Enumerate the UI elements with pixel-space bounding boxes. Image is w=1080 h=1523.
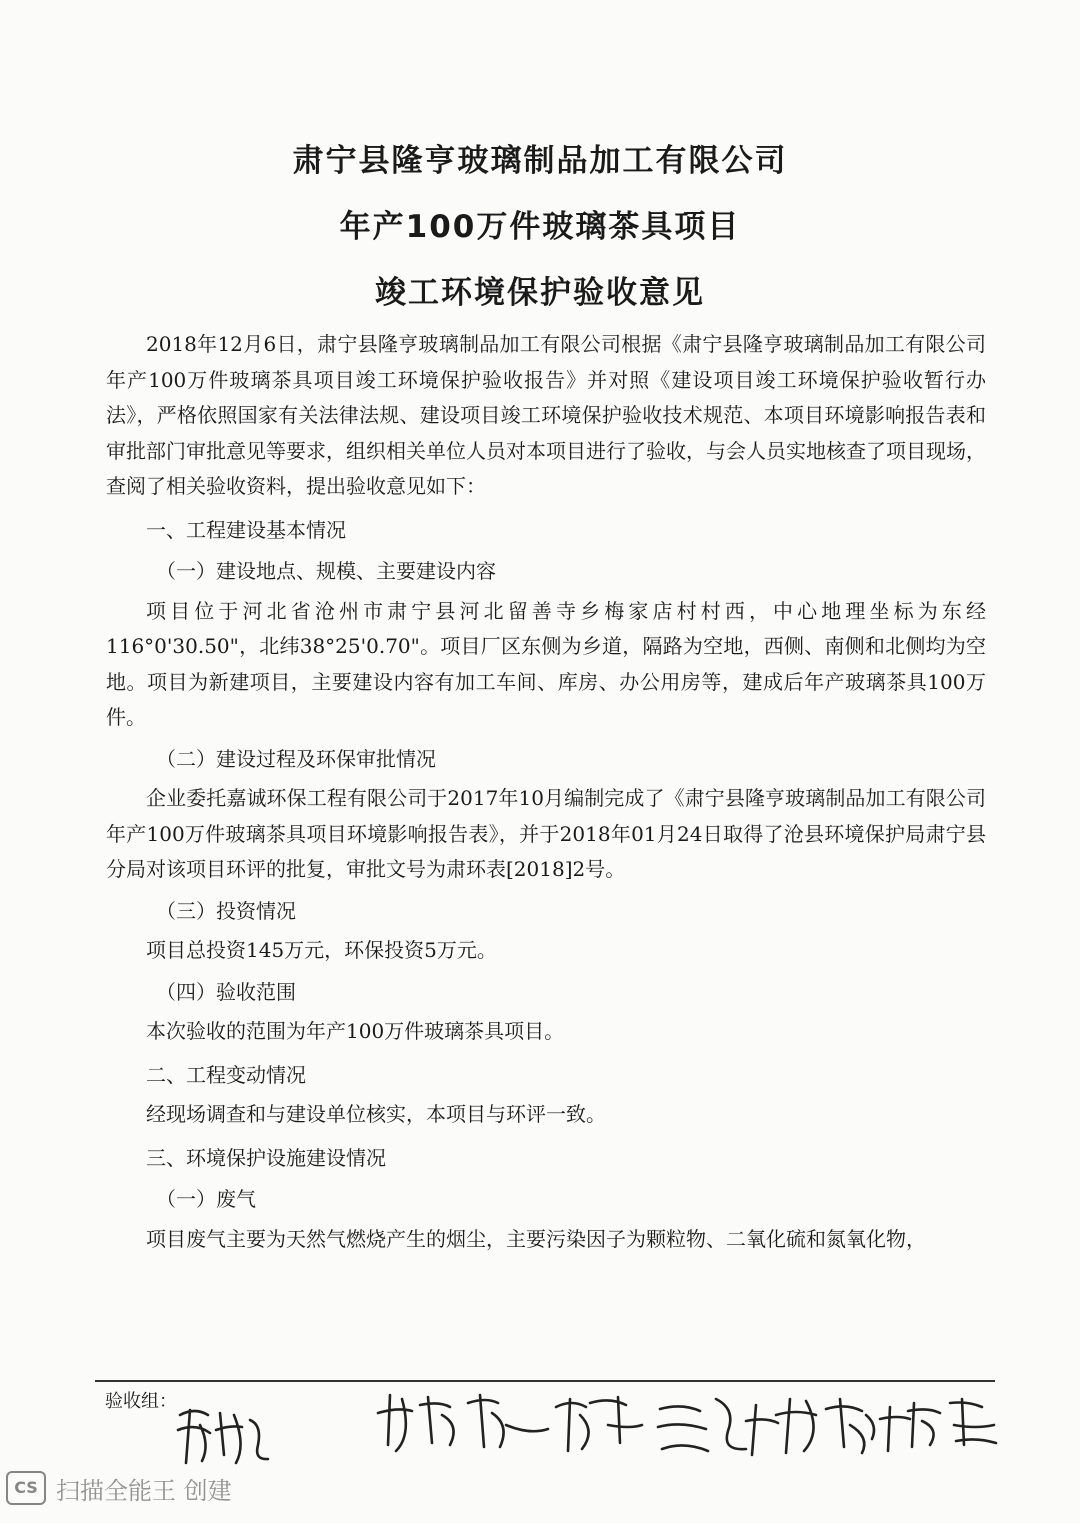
- footer-divider: [95, 1380, 995, 1382]
- scanner-watermark: [6, 1468, 232, 1508]
- section-1-1-text: 项目位于河北省沧州市肃宁县河北留善寺乡梅家店村村西，中心地理坐标为东经116°0'30.50"，北纬38°25'0.70"。项目厂区东侧为乡道，隔路为空地，西侧、南侧和北侧均为空地。项目为新建项目，主要建设内容有加工车间、库房、办公用房等，建成后年产玻璃茶具100万件。: [106, 598, 986, 729]
- section-1-4-text: 本次验收的范围为年产100万件玻璃茶具项目。: [146, 1019, 565, 1043]
- watermark-text: 扫描全能王 创建: [56, 1476, 232, 1505]
- handwritten-signatures: [150, 1385, 1020, 1475]
- intro-paragraph: 2018年12月6日，肃宁县隆亨玻璃制品加工有限公司根据《肃宁县隆亨玻璃制品加工有限公司年产100万件玻璃茶具项目竣工环境保护验收报告》并对照《建设项目竣工环境保护验收暂行办法》，严格依照国家有关法律法规、建设项目竣工环境保护验收技术规范、本项目环境影响报告表和审批部门审批意见等要求，组织相关单位人员对本项目进行了验收，与会人员实地核查了项目现场，查阅了相关验收资料，提出验收意见如下：: [106, 332, 986, 498]
- title-line-1: 肃宁县隆亨玻璃制品加工有限公司: [292, 143, 788, 179]
- section-2-text: 经现场调查和与建设单位核实，本项目与环评一致。: [146, 1102, 606, 1126]
- document-body: [106, 327, 986, 1257]
- section-3-heading: 三、环境保护设施建设情况: [146, 1145, 386, 1170]
- section-1-2-text: 企业委托嘉诚环保工程有限公司于2017年10月编制完成了《肃宁县隆亨玻璃制品加工有限公司年产100万件玻璃茶具项目环境影响报告表》，并于2018年01月24日取得了沧县环境保护局肃宁县分局对该项目环评的批复，审批文号为肃环表[2018]2号。: [106, 786, 986, 881]
- title-line-3: 竣工环境保护验收意见: [375, 275, 705, 311]
- section-1-4-heading: （四）验收范围: [156, 979, 296, 1004]
- section-3-1-heading: （一）废气: [156, 1187, 256, 1211]
- title-line-2: 年产100万件玻璃茶具项目: [339, 209, 741, 245]
- section-1-1-heading: （一）建设地点、规模、主要建设内容: [156, 559, 496, 583]
- section-1-3-heading: （三）投资情况: [156, 898, 296, 923]
- section-1-heading: 一、工程建设基本情况: [146, 517, 346, 542]
- camscanner-logo-icon: CS: [6, 1471, 46, 1505]
- acceptance-group-label: 验收组：: [105, 1391, 177, 1412]
- title-block: [0, 128, 1080, 326]
- section-1-2-heading: （二）建设过程及环保审批情况: [156, 746, 436, 771]
- section-2-heading: 二、工程变动情况: [146, 1062, 306, 1087]
- section-3-1-text: 项目废气主要为天然气燃烧产生的烟尘，主要污染因子为颗粒物、二氧化硫和氮氧化物，: [146, 1226, 926, 1251]
- section-1-3-text: 项目总投资145万元，环保投资5万元。: [146, 938, 497, 962]
